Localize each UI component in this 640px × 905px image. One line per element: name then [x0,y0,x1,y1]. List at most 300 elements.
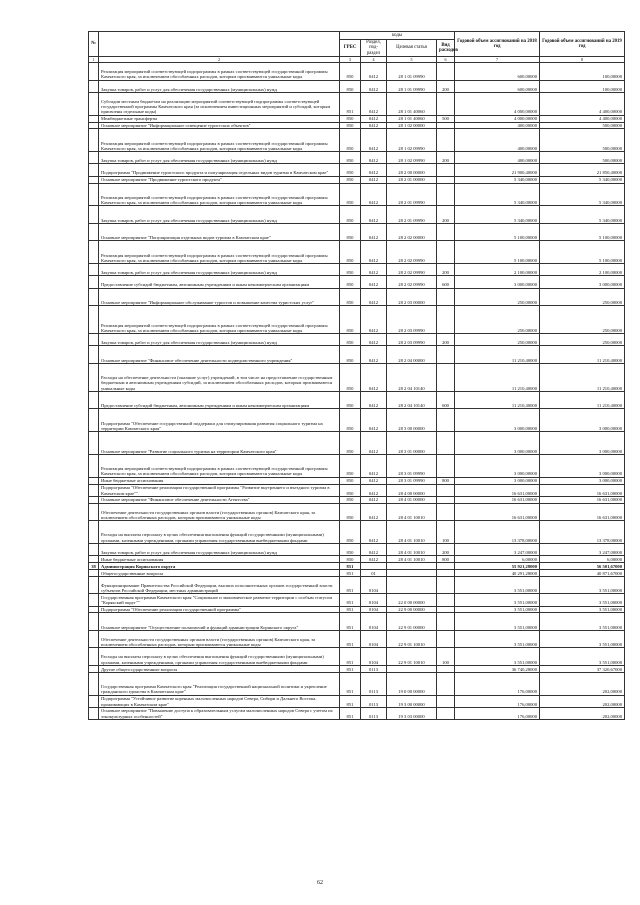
cell-vr [437,363,455,391]
cell-razdel: 0412 [361,334,387,346]
cell-no [89,576,99,594]
cell-csr: 28 2 02 09990 [387,264,437,276]
cell-2018: 6,00000 [455,556,540,563]
cell-2019: 250,00000 [540,334,625,346]
cell-2018: 250,00000 [455,288,540,306]
cell-vr [437,306,455,334]
header-year-2019: Годовой объем ассигнований на 2019 год [540,32,625,57]
cell-razdel: 0412 [361,183,387,206]
cell-2019: 37 320,67000 [540,665,625,672]
cell-vr [437,665,455,672]
table-row [89,672,625,695]
cell-2018: 176,00000 [455,672,540,695]
column-number: 5 [387,57,437,63]
cell-no [89,521,99,544]
cell-no [89,276,99,288]
column-number: 6 [437,57,455,63]
cell-grbs: 851 [340,576,361,594]
cell-name: Подпрограмма "Обеспечение реализации государственной программы" [99,606,340,613]
cell-vr [437,454,455,477]
cell-name: Реализация мероприятий соответствующей подпрограммы в рамках соответствующей государственной программы Камчатского края, за исключением обособленных расходов, которым присваиваются уникальные коды [99,129,340,152]
cell-grbs: 851 [340,606,361,613]
table-row [89,432,625,455]
cell-grbs: 850 [340,80,361,92]
cell-2019: 5 340,00000 [540,183,625,206]
cell-name: Реализация мероприятий соответствующей подпрограммы в рамках соответствующей государственной программы Камчатского края, за исключением обособленных расходов, которым присваиваются уникальные коды [99,63,340,81]
cell-vr [437,122,455,129]
cell-grbs: 850 [340,276,361,288]
cell-2018: 400,00000 [455,129,540,152]
cell-no [89,63,99,81]
cell-2018: 5 100,00000 [455,241,540,264]
cell-name: Межбюджетные трансферты [99,115,340,122]
cell-2019: 4 400,00000 [540,115,625,122]
cell-2019: 3 551,00000 [540,630,625,648]
cell-vr [437,63,455,81]
cell-2019: 3 000,00000 [540,454,625,477]
cell-no [89,484,99,496]
cell-vr: 600 [437,391,455,409]
cell-grbs: 850 [340,129,361,152]
table-row [89,695,625,707]
cell-2018: 5 340,00000 [455,183,540,206]
cell-grbs: 850 [340,544,361,556]
cell-grbs: 850 [340,363,361,391]
cell-razdel: 0104 [361,648,387,666]
cell-razdel: 0412 [361,477,387,484]
header-name [99,32,340,57]
table-row [89,346,625,364]
cell-no [89,264,99,276]
cell-vr [437,496,455,503]
cell-2019: 500,00000 [540,152,625,164]
cell-grbs: 850 [340,556,361,563]
cell-grbs: 850 [340,484,361,496]
cell-csr: 28 2 02 09990 [387,276,437,288]
cell-name: Субсидии местным бюджетам на реализацию мероприятий соответствующей подпрограммы соответствующей государственной программы Камчатского края (за исключением инвестиционных мероприятий и субсидий, которым присвоены отдельные коды) [99,92,340,115]
cell-csr: 28 1 02 09990 [387,129,437,152]
cell-csr: 28 1 01 40060 [387,115,437,122]
cell-razdel: 0412 [361,288,387,306]
cell-2019: 250,00000 [540,306,625,334]
cell-name: Функционирование Правительства Российской Федерации, высших исполнительных органов государственной власти субъектов Российской Федерации, местных администраций [99,576,340,594]
cell-2018: 16 631,00000 [455,484,540,496]
cell-2018: 5 100,00000 [455,223,540,241]
cell-2018: 55 921,28000 [455,563,540,570]
cell-name: Подпрограмма "Обеспечение реализации государственной программы "Развитие внутреннего и въездного туризма в Камчатском крае"" [99,484,340,496]
cell-2018: 3 000,00000 [455,409,540,432]
cell-2018: 11 210,40000 [455,391,540,409]
cell-vr [437,183,455,206]
cell-2019: 16 631,00000 [540,496,625,503]
cell-no [89,409,99,432]
cell-no [89,288,99,306]
cell-name: Реализация мероприятий соответствующей подпрограммы в рамках соответствующей государственной программы Камчатского края, за исключением обособленных расходов, которым присваиваются уникальные коды [99,183,340,206]
table-row [89,264,625,276]
cell-no [89,334,99,346]
cell-name: Реализация мероприятий соответствующей подпрограммы в рамках соответствующей государственной программы Камчатского края, за исключением обособленных расходов, которым присваиваются уникальные коды [99,454,340,477]
cell-2019: 5 100,00000 [540,241,625,264]
cell-grbs: 851 [340,665,361,672]
cell-2019: 100,00000 [540,80,625,92]
cell-name: Основное мероприятие "Развитие социального туризма на территории Камчатского края" [99,432,340,455]
cell-grbs: 851 [340,594,361,606]
cell-csr: 28 1 01 09990 [387,63,437,81]
cell-csr: 28 1 02 09990 [387,152,437,164]
cell-2018: 250,00000 [455,334,540,346]
cell-razdel: 0104 [361,613,387,631]
cell-csr: 28 4 01 10010 [387,521,437,544]
cell-grbs: 850 [340,391,361,409]
cell-vr: 200 [437,80,455,92]
cell-2018: 600,00000 [455,80,540,92]
cell-razdel: 0412 [361,164,387,176]
cell-grbs: 850 [340,334,361,346]
cell-no [89,665,99,672]
cell-grbs: 850 [340,176,361,183]
table-row [89,223,625,241]
cell-2019: 3 000,00000 [540,477,625,484]
table-row [89,288,625,306]
cell-grbs: 850 [340,477,361,484]
table-row [89,484,625,496]
cell-name: Общегосударственные вопросы [99,570,340,577]
cell-grbs: 850 [340,122,361,129]
cell-2018: 3 551,00000 [455,594,540,606]
cell-name: Иные бюджетные ассигнования [99,477,340,484]
cell-razdel: 0412 [361,409,387,432]
cell-vr: 200 [437,206,455,224]
cell-2019: 3 000,00000 [540,432,625,455]
table-row [89,521,625,544]
table-row [89,594,625,606]
cell-2018: 13 378,00000 [455,521,540,544]
table-row [89,334,625,346]
cell-2019: 3 000,00000 [540,276,625,288]
cell-name: Обеспечение деятельности государственных органов власти (государственных органов) Камчатского края, за исключением обособленных расходов, которым присваиваются уникальные коды [99,503,340,521]
header-no: № [89,32,99,57]
cell-name: Основное мероприятие "Популяризация отдельных видов туризма в Камчатском крае" [99,223,340,241]
table-row [89,576,625,594]
cell-2019: 3 000,00000 [540,409,625,432]
cell-vr [437,288,455,306]
cell-name: Расходы на выплаты персоналу в целях обеспечения выполнения функций государственными (муниципальными) органами, казенными учреждениями, органами управления государственными внебюджетными фондами [99,521,340,544]
cell-no [89,544,99,556]
cell-no [89,241,99,264]
cell-name: Подпрограмма "Продвижение туристского продукта и популяризация отдельных видов туризма в Камчатском крае" [99,164,340,176]
cell-vr [437,570,455,577]
cell-csr: 28 3 01 00000 [387,432,437,455]
cell-vr [437,613,455,631]
cell-csr: 28 2 03 00000 [387,288,437,306]
table-row [89,606,625,613]
table-row [89,276,625,288]
cell-2018: 3 247,00000 [455,544,540,556]
cell-name: Подпрограмма "Устойчивое развитие коренных малочисленных народов Севера, Сибири и Дальнего Востока, проживающих в Камчатском крае" [99,695,340,707]
cell-csr: 28 4 00 00000 [387,484,437,496]
cell-grbs: 850 [340,432,361,455]
cell-csr [387,576,437,594]
table-row [89,183,625,206]
cell-grbs: 851 [340,630,361,648]
cell-2019: 21 850,40000 [540,164,625,176]
cell-vr: 200 [437,152,455,164]
cell-csr: 22 9 01 00000 [387,613,437,631]
cell-razdel: 0113 [361,707,387,719]
cell-vr [437,576,455,594]
cell-2018: 3 551,00000 [455,606,540,613]
cell-razdel: 0412 [361,80,387,92]
cell-2018: 3 000,00000 [455,454,540,477]
cell-no [89,672,99,695]
cell-grbs: 851 [340,707,361,719]
cell-csr: 28 3 01 09990 [387,477,437,484]
cell-no [89,115,99,122]
cell-2018: 21 900,40000 [455,164,540,176]
cell-razdel: 0412 [361,503,387,521]
table-row [89,570,625,577]
column-number: 4 [361,57,387,63]
cell-name: Закупка товаров, работ и услуг для обеспечения государственных (муниципальных) нужд [99,206,340,224]
cell-razdel: 0104 [361,606,387,613]
cell-2019: 40 871,67000 [540,570,625,577]
cell-2019: 56 501,67000 [540,563,625,570]
cell-2018: 5 340,00000 [455,206,540,224]
cell-grbs: 850 [340,206,361,224]
cell-razdel: 0412 [361,363,387,391]
cell-no [89,152,99,164]
cell-razdel: 0113 [361,695,387,707]
cell-2018: 3 551,00000 [455,630,540,648]
cell-2019: 202,00000 [540,695,625,707]
header-razdel: Раздел, под-раздел [361,40,387,57]
table-row [89,544,625,556]
cell-2019: 16 631,00000 [540,484,625,496]
cell-2018: 4 000,00000 [455,92,540,115]
cell-name: Закупка товаров, работ и услуг для обеспечения государственных (муниципальных) нужд [99,334,340,346]
table-row [89,613,625,631]
cell-csr [387,665,437,672]
cell-vr: 100 [437,648,455,666]
cell-vr [437,594,455,606]
cell-2019: 3 551,00000 [540,613,625,631]
cell-name: Государственная программа Камчатского края "Социальное и экономическое развитие территории с особым статусом "Корякский округ"" [99,594,340,606]
cell-2018: 11 210,40000 [455,363,540,391]
cell-razdel: 0412 [361,556,387,563]
cell-name: Основное мероприятие "Продвижение туристского продукта" [99,176,340,183]
cell-razdel: 0412 [361,241,387,264]
cell-csr: 28 4 01 10010 [387,544,437,556]
cell-vr [437,129,455,152]
cell-no [89,176,99,183]
cell-2018: 3 551,00000 [455,613,540,631]
cell-vr [437,707,455,719]
cell-name: Подпрограмма "Обеспечение государственной поддержки для стимулирования развития социального туризма на территории Камчатского края" [99,409,340,432]
cell-razdel: 0412 [361,432,387,455]
cell-csr: 28 2 02 00000 [387,223,437,241]
cell-grbs: 851 [340,92,361,115]
cell-name: Закупка товаров, работ и услуг для обеспечения государственных (муниципальных) нужд [99,264,340,276]
cell-grbs: 850 [340,346,361,364]
cell-2018: 3 000,00000 [455,477,540,484]
cell-csr: 19 3 03 00000 [387,707,437,719]
cell-grbs: 851 [340,570,361,577]
cell-grbs: 850 [340,454,361,477]
cell-csr: 28 2 04 10140 [387,363,437,391]
cell-csr: 28 2 01 09990 [387,183,437,206]
table-row [89,409,625,432]
budget-document [88,31,624,720]
cell-vr: 200 [437,544,455,556]
cell-csr: 22 9 01 10010 [387,630,437,648]
table-row [89,92,625,115]
cell-grbs: 850 [340,223,361,241]
cell-name: Реализация мероприятий соответствующей подпрограммы в рамках соответствующей государственной программы Камчатского края, за исключением обособленных расходов, которым присваиваются уникальные коды [99,241,340,264]
cell-grbs: 850 [340,115,361,122]
cell-razdel: 0412 [361,92,387,115]
cell-no [89,503,99,521]
cell-2018: 400,00000 [455,122,540,129]
cell-vr [437,409,455,432]
table-row [89,63,625,81]
cell-2018: 400,00000 [455,152,540,164]
cell-razdel: 0113 [361,672,387,695]
cell-name: Администрация Корякского округа [99,563,340,570]
cell-grbs: 850 [340,241,361,264]
cell-2019: 3 551,00000 [540,648,625,666]
cell-name: Основное мероприятие "Осуществление полномочий и функций администрации Корякского округа" [99,613,340,631]
cell-name: Государственная программа Камчатского края "Реализация государственной национальной политики и укрепление гражданского единства в Камчатском крае" [99,672,340,695]
cell-2018: 3 000,00000 [455,432,540,455]
cell-csr: 28 2 04 10140 [387,391,437,409]
table-row [89,115,625,122]
cell-no [89,306,99,334]
table-row [89,164,625,176]
cell-2019: 3 247,00000 [540,544,625,556]
cell-vr [437,432,455,455]
cell-grbs: 850 [340,152,361,164]
cell-csr: 28 2 03 09990 [387,334,437,346]
header-vr: Вид расходов [437,40,455,57]
cell-csr: 28 2 04 00000 [387,346,437,364]
cell-razdel: 01 [361,570,387,577]
cell-no: 38 [89,563,99,570]
cell-name: Основное мероприятие "Финансовое обеспечение деятельности Агентства" [99,496,340,503]
cell-name: Реализация мероприятий соответствующей подпрограммы в рамках соответствующей государственной программы Камчатского края, за исключением обособленных расходов, которым присваиваются уникальные коды [99,306,340,334]
cell-no [89,556,99,563]
cell-no [89,80,99,92]
cell-2019: 3 551,00000 [540,606,625,613]
cell-vr [437,92,455,115]
cell-vr [437,176,455,183]
cell-2019: 2 100,00000 [540,264,625,276]
cell-name: Закупка товаров, работ и услуг для обеспечения государственных (муниципальных) нужд [99,80,340,92]
cell-2019: 500,00000 [540,129,625,152]
cell-razdel: 0104 [361,576,387,594]
cell-razdel: 0104 [361,630,387,648]
table-row [89,503,625,521]
cell-name: Предоставление субсидий бюджетным, автономным учреждениям и иным некоммерческим организациям [99,276,340,288]
cell-csr: 28 4 01 10010 [387,556,437,563]
header-year-2018: Годовой объем ассигнований на 2018 год [455,32,540,57]
table-row [89,665,625,672]
cell-razdel: 0412 [361,176,387,183]
cell-vr [437,563,455,570]
cell-razdel: 0412 [361,454,387,477]
cell-no [89,432,99,455]
cell-2019: 16 631,00000 [540,503,625,521]
header-csr: Целевая статья [387,40,437,57]
cell-razdel: 0412 [361,264,387,276]
cell-grbs: 850 [340,264,361,276]
cell-no [89,454,99,477]
cell-csr: 28 2 03 09990 [387,306,437,334]
cell-csr: 28 1 01 40060 [387,92,437,115]
table-row [89,80,625,92]
cell-grbs: 850 [340,496,361,503]
table-row [89,206,625,224]
cell-vr [437,695,455,707]
cell-2018: 36 740,28000 [455,665,540,672]
cell-2019: 100,00000 [540,63,625,81]
cell-name: Основное мероприятие "Повышение доступа к образовательным услугам малочисленных народов Севера с учетом их этнокультурных особенностей" [99,707,340,719]
cell-name: Основное мероприятие "Информационное освещение туристских объектов" [99,122,340,129]
cell-razdel: 0412 [361,223,387,241]
cell-2019: 3 551,00000 [540,576,625,594]
cell-razdel: 0412 [361,484,387,496]
cell-razdel: 0412 [361,206,387,224]
cell-2018: 600,00000 [455,63,540,81]
cell-2019: 11 210,40000 [540,363,625,391]
cell-2018: 176,00000 [455,695,540,707]
cell-no [89,477,99,484]
cell-2018: 16 631,00000 [455,496,540,503]
cell-no [89,613,99,631]
cell-grbs: 850 [340,63,361,81]
cell-razdel: 0412 [361,346,387,364]
cell-vr: 200 [437,334,455,346]
budget-table [88,31,625,720]
cell-vr [437,503,455,521]
table-header [89,32,625,57]
cell-razdel: 0412 [361,544,387,556]
table-row [89,363,625,391]
cell-2019: 6,00000 [540,556,625,563]
cell-vr [437,630,455,648]
cell-2018: 4 000,00000 [455,115,540,122]
cell-csr [387,570,437,577]
table-row [89,556,625,563]
cell-grbs: 850 [340,183,361,206]
cell-no [89,630,99,648]
cell-vr [437,223,455,241]
cell-razdel: 0412 [361,306,387,334]
cell-2018: 3 551,00000 [455,576,540,594]
cell-no [89,594,99,606]
table-row [89,454,625,477]
cell-no [89,695,99,707]
cell-2018: 2 100,00000 [455,264,540,276]
cell-no [89,346,99,364]
cell-csr [387,563,437,570]
cell-2018: 3 000,00000 [455,276,540,288]
header-codes: коды [340,32,455,40]
cell-csr: 28 1 01 09990 [387,80,437,92]
cell-razdel: 0412 [361,129,387,152]
cell-grbs: 851 [340,613,361,631]
cell-2019: 5 100,00000 [540,223,625,241]
cell-no [89,363,99,391]
